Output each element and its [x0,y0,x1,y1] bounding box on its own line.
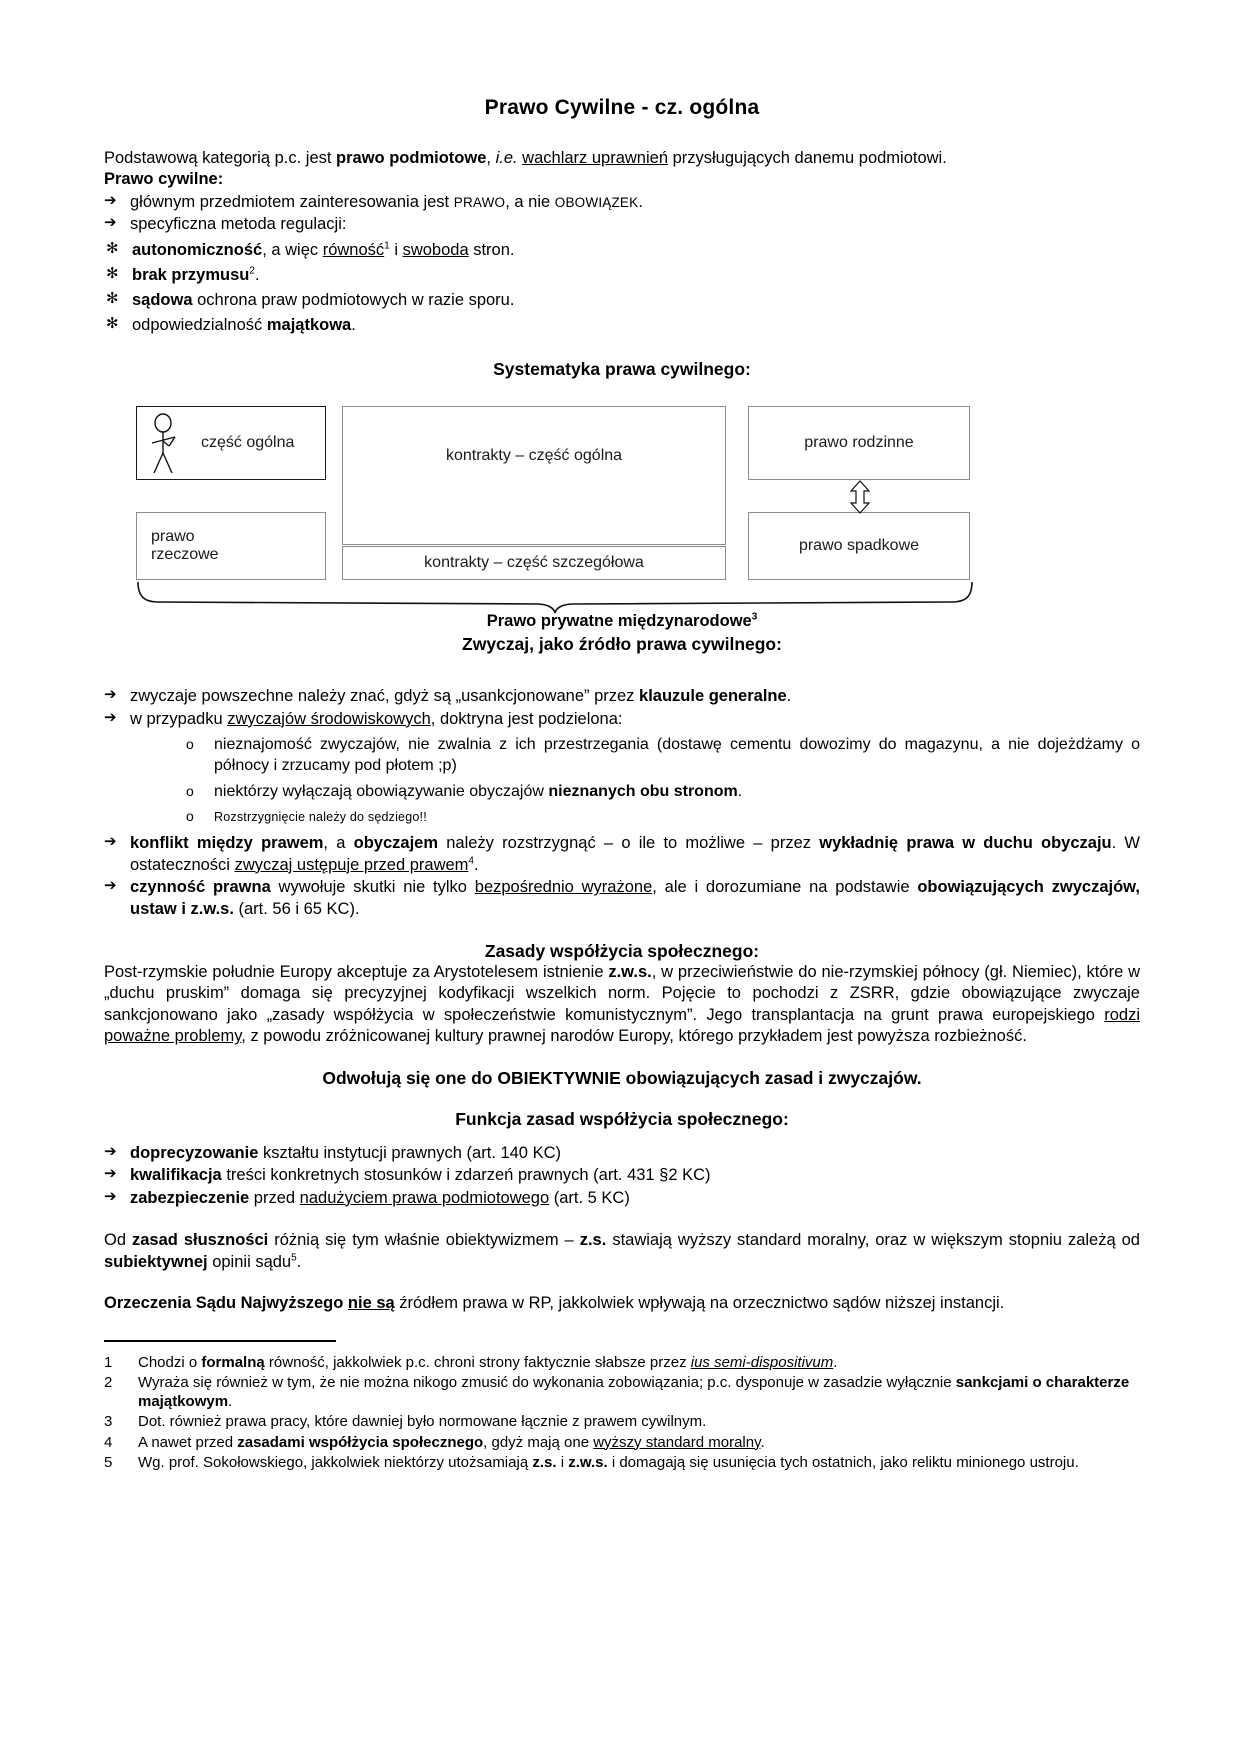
diagram-heading-colon: : [745,359,751,380]
brace-caption-text: Prawo prywatne międzynarodowe [486,612,752,631]
closing-paragraph [104,1230,1140,1273]
footnote-ref-4: 4 [468,855,474,867]
circle-bullet-icon: o [186,808,194,825]
intro-text-3: przysługujących danemu podmiotowi. [668,149,947,167]
star-bullet-icon: ✻ [106,264,119,282]
closing-e: stawiają wyższy standard moralny, oraz w większym stopniu zależą od [606,1231,1140,1250]
list-item [104,214,1140,235]
method-term-bold: brak przymusu [132,265,250,284]
zwyczaj-heading: Zwyczaj, jako źródło prawa cywilnego: [462,634,782,655]
funkcja-text: (art. 5 KC) [549,1188,630,1207]
list-item [104,192,1140,213]
intro-text-2: , [486,149,496,167]
footnote-bold: zasadami współżycia społecznego [237,1433,484,1451]
closing-h: . [296,1252,302,1271]
footnote-number: 3 [104,1413,113,1431]
diagram-box-kontrakty-szczegolowa [342,546,726,580]
konflikt-p2: , a [323,834,354,853]
method-text-2: i [389,240,403,259]
konflikt-p4: . W ostateczności [130,834,1141,874]
prawo-rzeczowe-line2: rzeczowe [151,546,219,564]
document-content [104,96,1140,1314]
zwyczaj-underlined: zwyczajów środowiskowych [227,709,431,728]
diagram-label-kontrakty-ogolna: kontrakty – część ogólna [445,447,623,465]
zasady-heading: Zasady współżycia społecznego: [484,941,760,961]
zasady-p1a: Post-rzymskie południe Europy akceptuje za Arystotelesem istnienie [104,963,609,981]
closing-c: różnią się tym właśnie obiektywizmem – [268,1231,580,1250]
footnote-item [104,1354,1140,1373]
footnote-p2: , gdyż mają one [483,1433,594,1451]
diagram-box-prawo-rzeczowe [136,512,326,580]
diagram-label-czesc-ogolna: część ogólna [201,434,295,452]
czynnosc-p1: wywołuje skutki nie tylko [270,878,475,897]
zwyczaj-text-post: . [786,687,792,706]
zwyczaj-text-pre: w przypadku [130,709,228,728]
footnote-bold-zws: z.w.s. [568,1453,608,1471]
intro-ie-italic: i.e. [495,149,518,167]
footnote-number: 2 [104,1373,113,1391]
diagram-heading [104,359,1140,380]
list-item [104,833,1140,876]
funkcja-bold: doprecyzowanie [130,1143,259,1162]
arrow-bullet-icon: ➔ [104,686,117,704]
funkcja-mid: przed [249,1188,300,1207]
zasady-zws-bold: z.w.s. [608,963,652,981]
curly-brace-icon [136,580,974,614]
list-item [104,314,1140,336]
diagram-box-prawo-rodzinne [748,406,970,480]
list-item [104,1143,1140,1164]
bullet-text: specyficzna metoda regulacji: [130,215,347,234]
footnote-p3: . [760,1433,765,1451]
czynnosc-p3: (art. 56 i 65 KC). [233,899,360,918]
diagram-label-kontrakty-szczegolowa: kontrakty – część szczegółowa [424,554,644,572]
konflikt-p5: . [473,855,479,874]
diagram-heading-text: Systematyka prawa cywilnego [493,359,746,380]
list-item [184,782,1140,803]
footnote-underlined: wyższy standard moralny [593,1433,761,1451]
method-text-1: , a więc [262,240,323,259]
intro-paragraph [104,148,1140,169]
method-bullet-list [104,239,1140,336]
list-item [104,709,1140,730]
footnote-number: 5 [104,1453,113,1471]
method-term-bold: majątkowa [266,316,352,335]
zwyczaj-text-post: , doktryna jest podzielona: [430,709,623,728]
method-term-bold: sądowa [132,290,193,309]
footnote-p2: i [556,1453,569,1471]
diagram-box-kontrakty-ogolna [342,406,726,545]
list-item [104,1165,1140,1186]
circle-bullet-icon: o [186,782,194,799]
footnote-ref-3: 3 [751,611,758,623]
bullet-text-post: . [638,192,643,211]
footnote-p1: A nawet przed [138,1433,238,1451]
czynnosc-bold: czynność prawna [130,878,271,897]
footnote-p3: . [833,1353,838,1371]
smallcaps-obowiazek: OBOWIĄZEK [554,194,639,210]
method-text-pre: odpowiedzialność [132,316,267,335]
footnote-item [104,1454,1140,1473]
list-item [104,1188,1140,1209]
funkcja-underlined: nadużyciem prawa podmiotowego [299,1188,550,1207]
konflikt-underlined: zwyczaj ustępuje przed prawem [234,855,469,874]
method-text-post: . [351,316,356,335]
diagram-label-prawo-rodzinne: prawo rodzinne [804,434,914,452]
footnote-number: 4 [104,1433,113,1451]
footnote-ref-2: 2 [249,265,255,277]
sub-bullet-bold: nieznanych obu stronom [548,782,738,800]
sub-bullet-text-post: . [737,782,743,800]
footnote-list [104,1352,1140,1474]
intro-bullet-list [104,192,1140,236]
footnote-p2: równość, jakkolwiek p.c. chroni strony faktycznie słabsze przez [264,1353,691,1371]
closing-subiektywnej: subiektywnej [104,1252,208,1271]
arrow-bullet-icon: ➔ [104,191,117,209]
footnote-item [104,1413,1140,1432]
konflikt-obyczajem: obyczajem [353,834,439,853]
funkcja-bold: zabezpieczenie [130,1188,250,1207]
diagram-label-prawo-rzeczowe [151,528,219,564]
star-bullet-icon: ✻ [106,239,119,257]
list-item [104,686,1140,707]
arrow-bullet-icon: ➔ [104,877,117,895]
method-text: . [254,265,260,284]
diagram-brace-caption [104,612,1140,631]
smallcaps-prawo: PRAWO [453,194,506,210]
arrow-bullet-icon: ➔ [104,833,117,851]
funkcja-text: treści konkretnych stosunków i zdarzeń prawnych (art. 431 §2 KC) [221,1166,711,1185]
zasady-p1e: , z powodu zróżnicowanej kultury prawnej narodów Europy, którego przykładem jest powyższa rozbieżność. [241,1027,1027,1046]
star-bullet-icon: ✻ [106,315,119,333]
double-arrow-icon [846,480,874,514]
arrow-bullet-icon: ➔ [104,1187,117,1205]
intro-term-bold: prawo podmiotowe [336,149,487,167]
closing-zasady-slusznosci: zasad słuszności [132,1231,269,1250]
circle-bullet-icon: o [186,736,194,753]
footnote-number: 1 [104,1353,113,1371]
closing-g: opinii sądu [207,1252,292,1271]
stick-figure-icon [149,413,193,475]
method-underlined-1: równość [322,240,385,259]
footnote-p1: Chodzi o [138,1353,202,1371]
footnote-bold: formalną [201,1353,265,1371]
zasady-underlined: rodzi poważne problemy [104,1005,1140,1046]
list-item [184,807,1140,828]
diagram-box-czesc-ogolna [136,406,326,480]
footnote-separator [104,1340,336,1342]
funkcja-bold: kwalifikacja [130,1166,222,1185]
closing-zs: z.s. [579,1231,607,1250]
funkcja-bullet-list [104,1143,1140,1209]
konflikt-p3: należy rozstrzygnąć – o ile to możliwe – przez [438,834,820,853]
footnote-item [104,1434,1140,1453]
bullet-text-pre: głównym przedmiotem zainteresowania jest [130,192,454,211]
czynnosc-bold-2: obowiązujących zwyczajów, ustaw i z.w.s. [130,878,1140,918]
footnote-item [104,1374,1140,1412]
method-underlined-2: swoboda [402,240,469,259]
zwyczaj-text-pre: zwyczaje powszechne należy znać, gdyż są „usankcjonowane” przez [130,687,640,706]
systematyka-diagram [104,398,1140,634]
orzeczenia-c: źródłem prawa w RP, jakkolwiek wpływają na orzecznictwo sądów niższej instancji. [394,1293,1005,1312]
prawo-cywilne-label: Prawo cywilne: [104,170,224,189]
footnote-bold: sankcjami o charakterze majątkowym [138,1373,1130,1410]
arrow-bullet-icon: ➔ [104,1165,117,1183]
footnote-ref-5: 5 [291,1252,297,1263]
orzeczenia-nie-sa: nie są [347,1293,395,1312]
zwyczaj-bullet-list-2 [104,833,1140,920]
footnote-latin-term: ius semi-dispositivum [690,1353,834,1371]
zasady-p1c: , w przeciwieństwie do nie-rzymskiej północy (gł. Niemiec), które w „duchu pruskim” domaga się precyzyjnej kodyfikacji wszelkich norm. Pojęcie to pochodzi z ZSRR, gdzie obowiązujące zwyczaje sankcjonowano jako „zasady współżycia w społeczeństwie komunistycznym”. Jego transplantacja na grunt prawa europejskiego [104,963,1140,1024]
sub-bullet-text-pre: niektórzy wyłączają obowiązywanie obyczajów [214,782,549,800]
funkcja-text: kształtu instytucji prawnych (art. 140 KC) [258,1143,561,1162]
czynnosc-underlined: bezpośrednio wyrażone [474,878,653,897]
footnote-bold-zs: z.s. [532,1453,557,1471]
zwyczaj-sub-bullet-list [184,735,1140,828]
zasady-paragraph [104,962,1140,1048]
method-term-bold: autonomiczność [132,240,263,259]
intro-text-1: Podstawową kategorią p.c. jest [104,149,337,167]
konflikt-wykladnia: wykładnię prawa w duchu obyczaju [819,834,1112,853]
zwyczaj-bullet-list [104,686,1140,730]
arrow-bullet-icon: ➔ [104,1142,117,1160]
intro-underlined: wachlarz uprawnień [522,149,668,167]
list-item [104,264,1140,286]
footnote-p1: Dot. również prawa pracy, które dawniej było normowane łącznie z prawem cywilnym. [138,1413,707,1431]
orzeczenia-a: Orzeczenia Sądu Najwyższego [104,1293,348,1312]
intro-subheading [104,169,1140,190]
bullet-text-mid: , a nie [505,192,555,211]
funkcja-heading: Funkcja zasad współżycia społecznego: [455,1108,789,1129]
method-text: ochrona praw podmiotowych w razie sporu. [192,290,515,309]
closing-a: Od [104,1231,132,1250]
arrow-bullet-icon: ➔ [104,214,117,232]
konflikt-prawem: prawem [261,834,324,853]
zwyczaj-term-bold: klauzule generalne [639,687,787,706]
list-item [184,735,1140,777]
sub-bullet-text: nieznajomość zwyczajów, nie zwalnia z ich przestrzegania (dostawę cementu dowozimy do magazynu, a nie dojeżdżamy o północy i zrzucamy pod płotem ;p) [214,736,1140,774]
diagram-label-prawo-spadkowe: prawo spadkowe [798,537,920,555]
method-text-3: stron. [468,240,515,259]
arrow-bullet-icon: ➔ [104,708,117,726]
footnote-ref-1: 1 [384,240,390,252]
czynnosc-p2: , ale i dorozumiane na podstawie [652,878,918,897]
page-title: Prawo Cywilne - cz. ogólna [484,96,760,119]
footnote-p1: Wg. prof. Sokołowskiego, jakkolwiek niektórzy utożsamiają [138,1453,533,1471]
footnote-p3: i domagają się usunięcia tych ostatnich, jako reliktu minionego ustroju. [607,1453,1079,1471]
list-item [104,877,1140,920]
konflikt-b1: konflikt między [130,834,262,853]
star-bullet-icon: ✻ [106,289,119,307]
footnote-p1: Wyraża się również w tym, że nie można nikogo zmusić do wykonania zobowiązania; p.c. dysponuje w zasadzie wyłącznie [138,1373,956,1391]
list-item [104,289,1140,311]
orzeczenia-paragraph [104,1293,1140,1314]
diagram-box-prawo-spadkowe [748,512,970,580]
prawo-rzeczowe-line1: prawo [151,528,195,546]
zasady-heading-2: Odwołują się one do OBIEKTYWNIE obowiązujących zasad i zwyczajów. [322,1067,922,1088]
sub-bullet-smallcaps: Rozstrzygnięcie należy do sędziego!! [214,810,427,825]
footnote-p2: . [228,1392,233,1410]
list-item [104,239,1140,261]
